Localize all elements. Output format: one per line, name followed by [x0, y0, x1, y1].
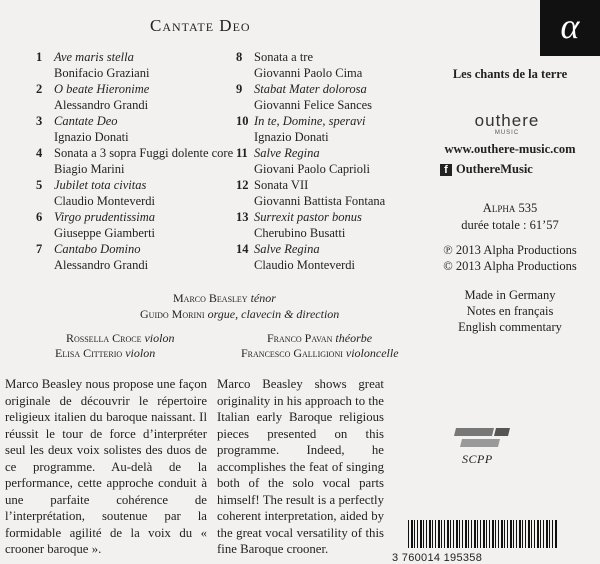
track-number: 12 [236, 178, 249, 192]
scpp-logo-icon [452, 426, 512, 452]
series-title: Les chants de la terre [452, 67, 568, 81]
track-composer: Biagio Marini [54, 162, 125, 176]
phonogram-notice: ℗ 2013 Alpha Productions [443, 243, 577, 257]
scpp-label: SCPP [462, 452, 493, 466]
track-title: Stabat Mater dolorosa [254, 82, 367, 96]
track-title: Salve Regina [254, 242, 320, 256]
performer-6: Francesco Galligioni violoncelle [241, 346, 399, 360]
facebook-link[interactable]: OuthereMusic [456, 162, 533, 176]
notes-language: Notes en français [466, 304, 554, 318]
track-composer: Giovanni Paolo Cima [254, 66, 363, 80]
track-composer: Giuseppe Giamberti [54, 226, 156, 240]
catalog-number: Alpha 535 [482, 201, 538, 215]
copyright-notice: © 2013 Alpha Productions [443, 259, 577, 273]
performer-3: Rossella Croce violon [66, 331, 175, 345]
track-composer: Cherubino Busatti [254, 226, 346, 240]
track-composer: Giovanni Battista Fontana [254, 194, 386, 208]
track-composer: Giovanni Felice Sances [254, 98, 373, 112]
track-number: 5 [36, 178, 43, 192]
track-number: 9 [236, 82, 243, 96]
made-in: Made in Germany [464, 288, 556, 302]
track-title: Sonata a tre [254, 50, 314, 64]
track-title: Cantate Deo [54, 114, 118, 128]
performer-4: Elisa Citterio violon [55, 346, 156, 360]
commentary-language: English commentary [458, 320, 562, 334]
performer-5: Franco Pavan théorbe [267, 331, 373, 345]
total-duration: durée totale : 61’57 [461, 218, 559, 232]
track-number: 7 [36, 242, 43, 256]
facebook-icon: f [440, 164, 452, 176]
track-number: 11 [236, 146, 248, 160]
description-fr: Marco Beasley nous propose une façon originale de découvrir le répertoire religieux italien du baroque naissant. Il réussit le tour de force d’interpréter seul les deux voix solistes des duos de ce programme. Au-delà de la performance, cette approche conduit à une parfaite cohérence de l’interprétation, soutenue par la formidable agilité de la voix du « crooner baroque ». [5, 377, 207, 556]
track-number: 3 [36, 114, 43, 128]
track-title: Sonata VII [254, 178, 309, 192]
track-title: Sonata a 3 sopra Fuggi dolente core [54, 146, 234, 160]
track-composer: Alessandro Grandi [54, 98, 149, 112]
track-title: In te, Domine, speravi [254, 114, 366, 128]
track-composer: Giovani Paolo Caprioli [254, 162, 370, 176]
track-composer: Alessandro Grandi [54, 258, 149, 272]
track-number: 2 [36, 82, 43, 96]
track-composer: Claudio Monteverdi [254, 258, 356, 272]
track-composer: Bonifacio Graziani [54, 66, 150, 80]
track-composer: Claudio Monteverdi [54, 194, 156, 208]
track-composer: Ignazio Donati [254, 130, 329, 144]
performer-1: Marco Beasley ténor [173, 291, 276, 305]
performer-2: Guido Morini orgue, clavecin & direction [140, 307, 340, 321]
track-title: Virgo prudentissima [54, 210, 156, 224]
track-number: 13 [236, 210, 249, 224]
track-composer: Ignazio Donati [54, 130, 129, 144]
track-title: Surrexit pastor bonus [254, 210, 362, 224]
barcode [408, 520, 558, 548]
track-number: 14 [236, 242, 249, 256]
album-title: Cantate Deo [150, 16, 251, 35]
track-number: 10 [236, 114, 249, 128]
track-title: Jubilet tota civitas [54, 178, 147, 192]
track-number: 4 [36, 146, 43, 160]
track-title: Salve Regina [254, 146, 320, 160]
track-number: 6 [36, 210, 43, 224]
outhere-logo-sub: MUSIC [494, 130, 520, 136]
description-en: Marco Beasley shows great originality in his approach to the Italian early Baroque religious pieces presented on this programme. Indeed, he accomplishes the feat of singing both of the solo vocal parts himself! The result is a perfectly coherent interpretation, aided by the great vocal versatility of this fine Baroque crooner. [217, 377, 384, 556]
outhere-logo: outhere [474, 111, 540, 130]
track-title: Cantabo Domino [54, 242, 141, 256]
track-number: 8 [236, 50, 243, 64]
alpha-logo: α [540, 0, 600, 56]
track-number: 1 [36, 50, 43, 64]
track-title: O beate Hieronime [54, 82, 150, 96]
track-title: Ave maris stella [54, 50, 134, 64]
barcode-number: 3 760014 195358 [392, 552, 483, 564]
website-link[interactable]: www.outhere-music.com [444, 142, 576, 156]
